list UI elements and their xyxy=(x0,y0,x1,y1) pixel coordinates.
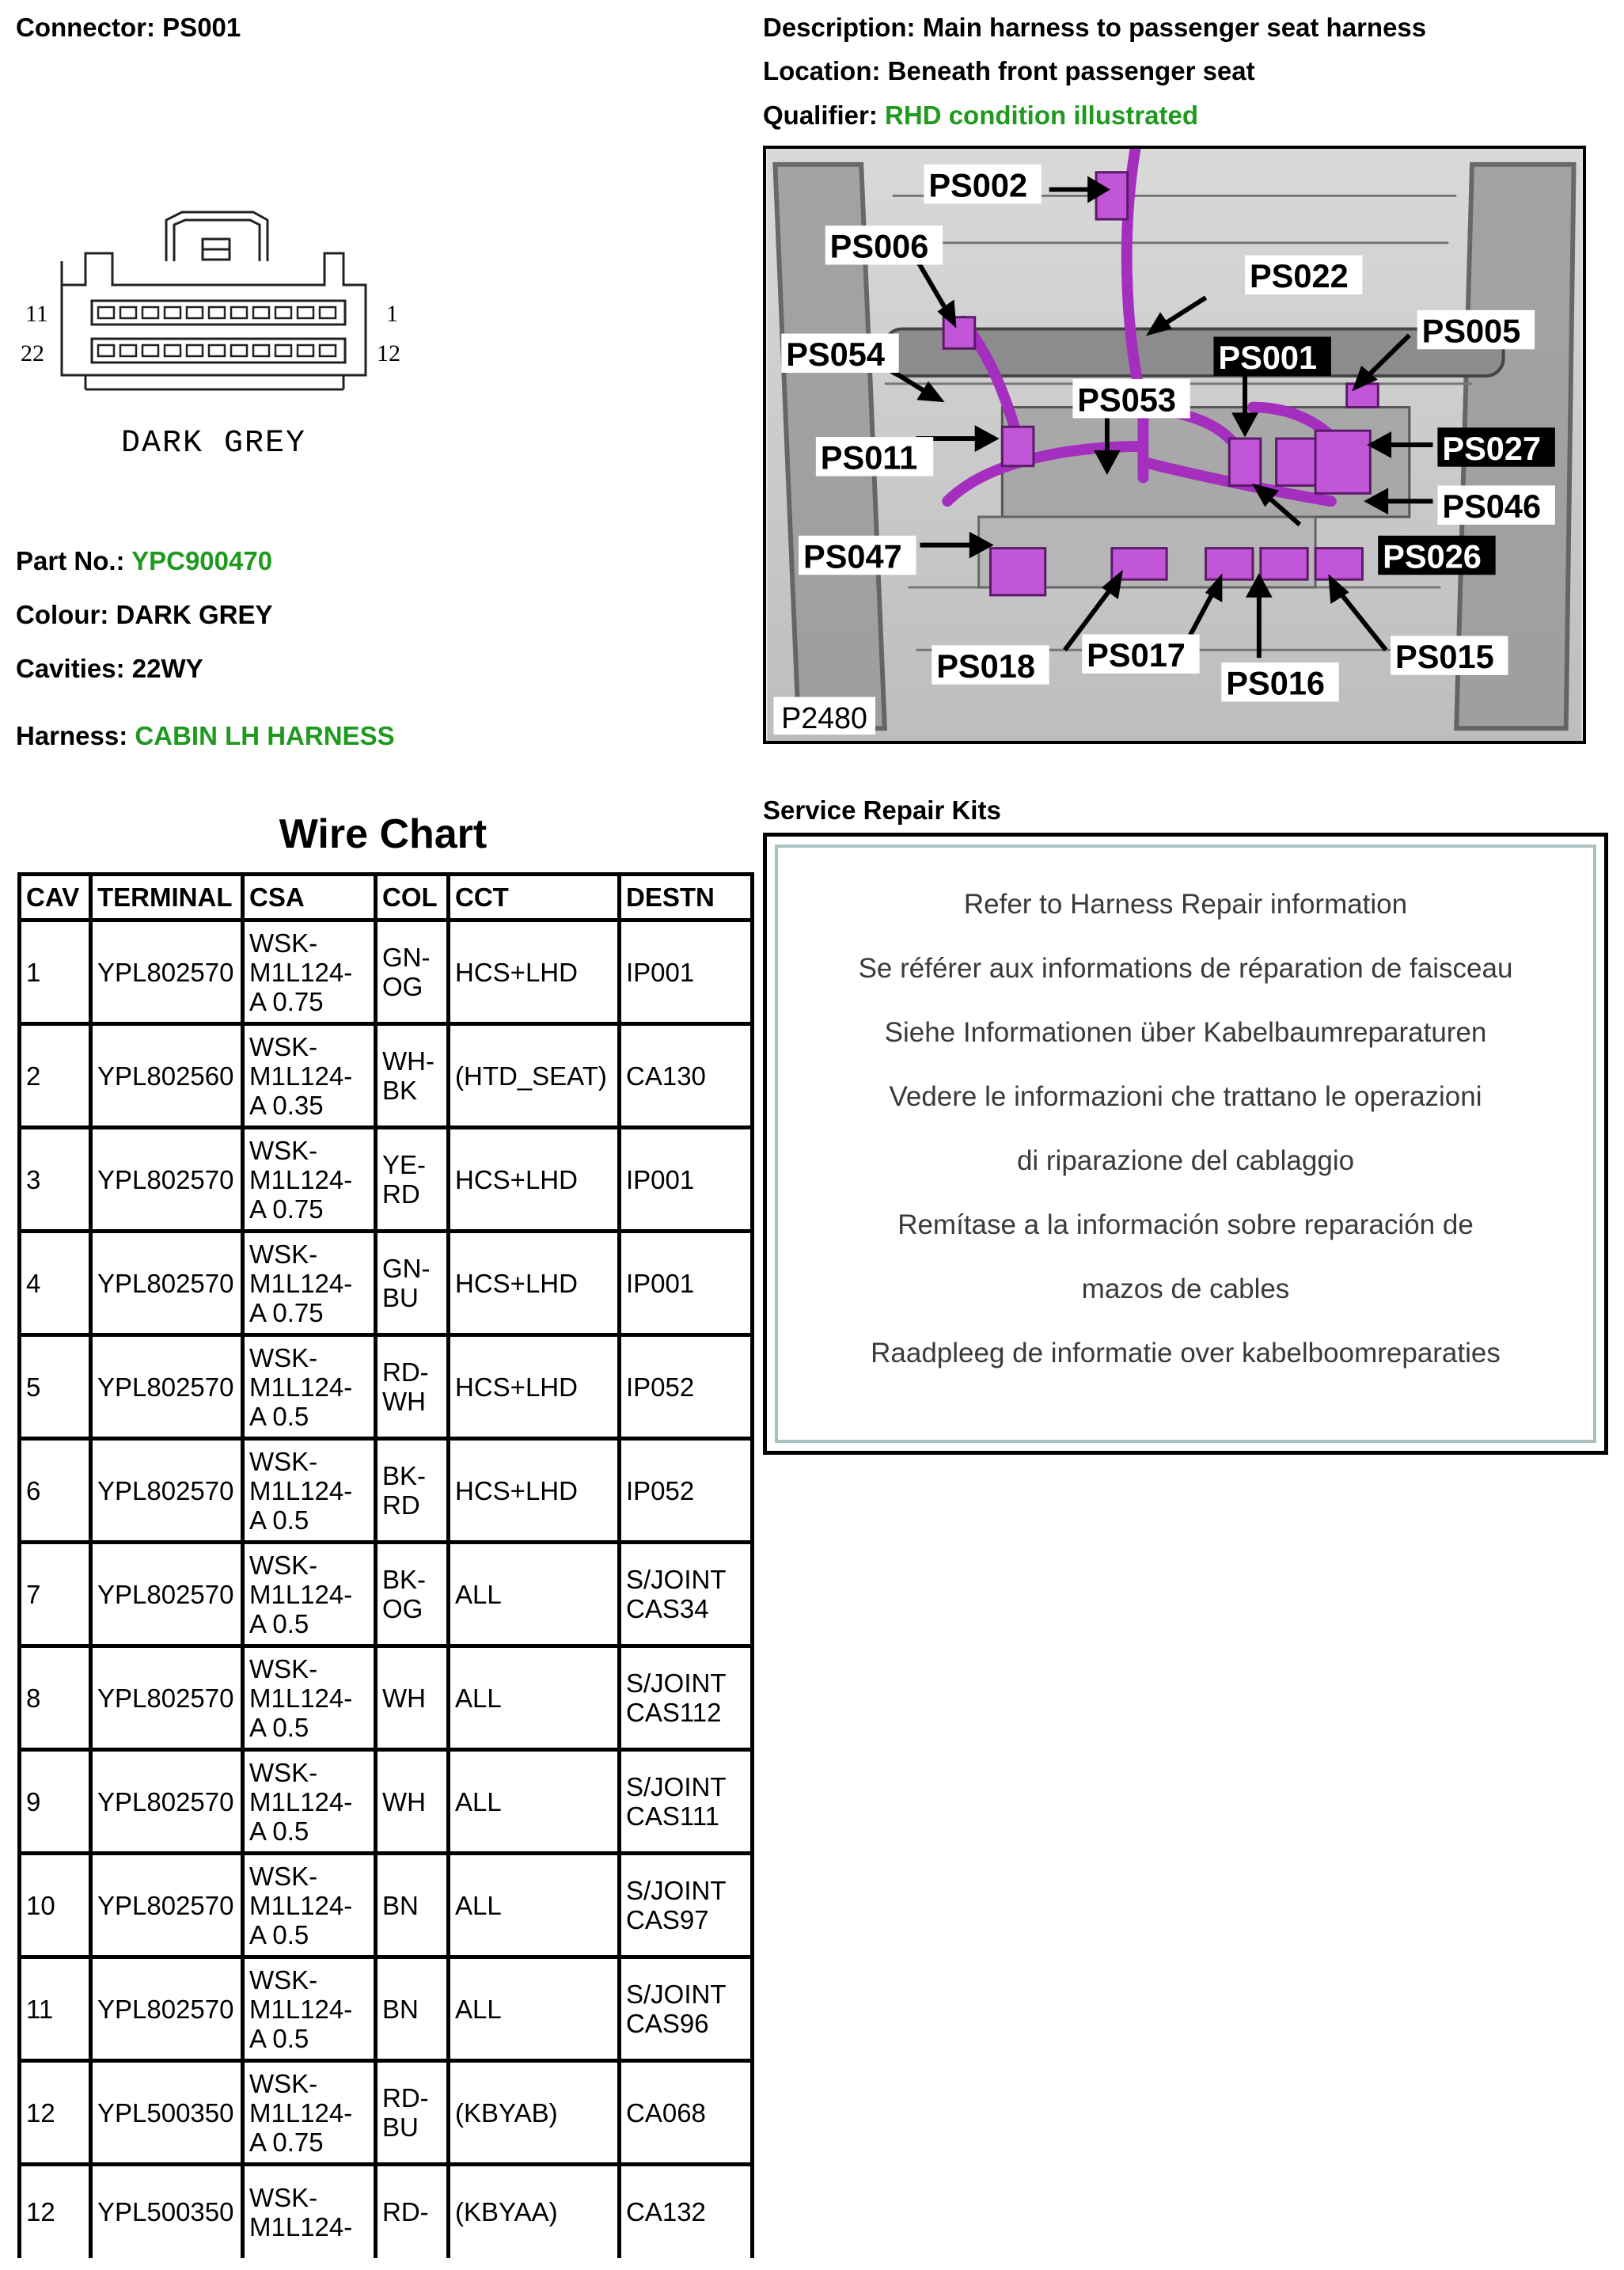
kit-line-nl: Raadpleeg de informatie over kabelboomreparaties xyxy=(871,1338,1501,1368)
callout-ps047: PS047 xyxy=(803,537,902,575)
cell-col: YE-RD xyxy=(376,1128,449,1232)
part-label: Part No.: xyxy=(16,546,125,575)
cell-cav: 5 xyxy=(20,1335,91,1439)
callout-ps022: PS022 xyxy=(1249,257,1349,295)
pin-label-12: 12 xyxy=(377,340,400,366)
cavity xyxy=(320,345,336,356)
cell-cct: (HTD_SEAT) xyxy=(449,1024,620,1128)
cell-cct: ALL xyxy=(449,1854,620,1957)
cell-csa: WSK-M1L124-A 0.5 xyxy=(243,1543,376,1646)
cell-col: WH-BK xyxy=(376,1024,449,1128)
cavity xyxy=(98,307,114,318)
cavity xyxy=(142,307,158,318)
cavity xyxy=(165,307,180,318)
cell-destn: S/JOINT CAS96 xyxy=(620,1957,753,2061)
description-value: Main harness to passenger seat harness xyxy=(922,13,1427,42)
cavity xyxy=(187,345,203,356)
cell-terminal: YPL802570 xyxy=(91,1232,243,1335)
wire-row xyxy=(20,1646,753,1750)
location xyxy=(763,56,1255,86)
cavity xyxy=(209,307,225,318)
cell-cct: ALL xyxy=(449,1646,620,1750)
cell-cct: HCS+LHD xyxy=(449,1335,620,1439)
cell-csa: WSK-M1L124-A 0.5 xyxy=(243,1957,376,2061)
cell-csa: WSK-M1L124-A 0.75 xyxy=(243,1232,376,1335)
pin-label-22: 22 xyxy=(21,340,44,366)
cell-cav: 10 xyxy=(20,1854,91,1957)
colour xyxy=(16,600,273,630)
service-kits-inner xyxy=(775,845,1596,1443)
cell-col: WH xyxy=(376,1750,449,1854)
kit-line-it-1: Vedere le informazioni che trattano le operazioni xyxy=(889,1081,1482,1112)
qualifier-value: RHD condition illustrated xyxy=(885,101,1199,130)
cell-csa: WSK-M1L124-A 0.5 xyxy=(243,1854,376,1957)
cell-csa: WSK-M1L124-A 0.5 xyxy=(243,1439,376,1543)
column-header-terminal: TERMINAL xyxy=(91,875,243,921)
cell-terminal: YPL802570 xyxy=(91,1439,243,1543)
callout-ps018: PS018 xyxy=(936,647,1035,685)
cell-terminal: YPL802570 xyxy=(91,1854,243,1957)
description xyxy=(763,13,1426,43)
cell-cav: 3 xyxy=(20,1128,91,1232)
wire-row xyxy=(20,1439,753,1543)
connector-value: PS001 xyxy=(162,13,241,42)
kit-line-es-1: Remítase a la información sobre reparación de xyxy=(897,1209,1474,1240)
wire-row xyxy=(20,1957,753,2061)
connector-label: Connector: xyxy=(16,13,155,42)
callout-ps026: PS026 xyxy=(1383,537,1482,575)
cell-destn: S/JOINT CAS111 xyxy=(620,1750,753,1854)
wire-row xyxy=(20,1854,753,1957)
wire-row xyxy=(20,1024,753,1128)
cell-cav: 9 xyxy=(20,1750,91,1854)
cell-destn: CA130 xyxy=(620,1024,753,1128)
cell-terminal: YPL802570 xyxy=(91,1957,243,2061)
harness xyxy=(16,721,395,751)
cell-destn: IP052 xyxy=(620,1439,753,1543)
harness-location-photo xyxy=(763,146,1586,744)
colour-value: DARK GREY xyxy=(116,600,273,629)
pin-label-1: 1 xyxy=(386,301,398,327)
cell-destn: CA068 xyxy=(620,2061,753,2165)
wire-row xyxy=(20,1543,753,1646)
part-value: YPC900470 xyxy=(131,546,273,575)
cavity xyxy=(231,345,247,356)
cell-terminal: YPL802570 xyxy=(91,1750,243,1854)
cavity xyxy=(231,307,247,318)
cavity xyxy=(98,345,114,356)
callout-ps002: PS002 xyxy=(928,166,1028,204)
cell-cav: 4 xyxy=(20,1232,91,1335)
cell-cav: 1 xyxy=(20,921,91,1024)
wire-row xyxy=(20,2165,753,2258)
cell-terminal: YPL802570 xyxy=(91,1646,243,1750)
cavity xyxy=(253,345,269,356)
cell-cct: ALL xyxy=(449,1543,620,1646)
callout-ps006: PS006 xyxy=(829,227,929,265)
column-header-cct: CCT xyxy=(449,875,620,921)
description-label: Description: xyxy=(763,13,916,42)
cavity xyxy=(298,307,313,318)
cavity xyxy=(187,307,203,318)
cell-terminal: YPL500350 xyxy=(91,2061,243,2165)
cell-cct: ALL xyxy=(449,1957,620,2061)
cell-cct: HCS+LHD xyxy=(449,1232,620,1335)
callout-ps017: PS017 xyxy=(1087,636,1186,674)
cell-destn: CA132 xyxy=(620,2165,753,2258)
cavity xyxy=(165,345,180,356)
cell-col: BN xyxy=(376,1957,449,2061)
cell-col: RD- xyxy=(376,2165,449,2258)
cell-cav: 12 xyxy=(20,2165,91,2258)
cavities xyxy=(16,654,203,684)
cell-terminal: YPL802570 xyxy=(91,1335,243,1439)
part-number xyxy=(16,546,272,576)
cell-col: BK-RD xyxy=(376,1439,449,1543)
callout-ps005: PS005 xyxy=(1421,312,1521,350)
cavity xyxy=(253,307,269,318)
location-value: Beneath front passenger seat xyxy=(887,56,1255,85)
cell-csa: WSK-M1L124-A 0.5 xyxy=(243,1646,376,1750)
callout-ps016: PS016 xyxy=(1226,664,1326,702)
cell-cct: HCS+LHD xyxy=(449,1128,620,1232)
cell-terminal: YPL500350 xyxy=(91,2165,243,2258)
cell-destn: IP001 xyxy=(620,1232,753,1335)
cell-cct: HCS+LHD xyxy=(449,921,620,1024)
wire-row xyxy=(20,1232,753,1335)
cavities-label: Cavities: xyxy=(16,654,125,683)
wire-row xyxy=(20,2061,753,2165)
cell-terminal: YPL802570 xyxy=(91,921,243,1024)
cell-csa: WSK-M1L124-A 0.75 xyxy=(243,2061,376,2165)
connector-face-diagram xyxy=(16,206,427,475)
wire-row xyxy=(20,921,753,1024)
cell-destn: IP001 xyxy=(620,921,753,1024)
cell-cav: 6 xyxy=(20,1439,91,1543)
location-label: Location: xyxy=(763,56,881,85)
cell-destn: S/JOINT CAS97 xyxy=(620,1854,753,1957)
cell-csa: WSK-M1L124-A 0.75 xyxy=(243,921,376,1024)
cell-csa: WSK-M1L124-A 0.35 xyxy=(243,1024,376,1128)
wire-chart-title: Wire Chart xyxy=(279,811,488,857)
figure-id: P2480 xyxy=(781,701,867,735)
cell-col: GN-OG xyxy=(376,921,449,1024)
cell-destn: IP052 xyxy=(620,1335,753,1439)
harness-value: CABIN LH HARNESS xyxy=(135,721,395,750)
service-kits-box xyxy=(763,833,1608,1455)
kit-line-fr: Se référer aux informations de réparation de faisceau xyxy=(858,953,1513,984)
callout-ps001: PS001 xyxy=(1218,339,1318,377)
cavity xyxy=(275,345,291,356)
cavity xyxy=(142,345,158,356)
cell-destn: S/JOINT CAS34 xyxy=(620,1543,753,1646)
cavity xyxy=(320,307,336,318)
cell-col: BK-OG xyxy=(376,1543,449,1646)
column-header-cav: CAV xyxy=(20,875,91,921)
wire-row xyxy=(20,1750,753,1854)
cell-terminal: YPL802570 xyxy=(91,1543,243,1646)
cell-col: BN xyxy=(376,1854,449,1957)
wire-row xyxy=(20,1128,753,1232)
cell-terminal: YPL802560 xyxy=(91,1024,243,1128)
qualifier-label: Qualifier: xyxy=(763,101,878,130)
connector-id xyxy=(16,13,241,43)
cell-col: GN-BU xyxy=(376,1232,449,1335)
column-header-destn: DESTN xyxy=(620,875,753,921)
cell-csa: WSK-M1L124-A 0.5 xyxy=(243,1335,376,1439)
column-header-csa: CSA xyxy=(243,875,376,921)
connector-colour-caption: DARK GREY xyxy=(120,426,307,461)
cell-cav: 7 xyxy=(20,1543,91,1646)
wire-chart-header-row xyxy=(20,875,753,921)
cell-col: RD-WH xyxy=(376,1335,449,1439)
cell-destn: S/JOINT CAS112 xyxy=(620,1646,753,1750)
callout-ps015: PS015 xyxy=(1395,637,1494,675)
kit-line-it-2: di riparazione del cablaggio xyxy=(1016,1145,1355,1176)
kit-line-es-2: mazos de cables xyxy=(1081,1274,1290,1304)
kit-line-en: Refer to Harness Repair information xyxy=(963,889,1408,920)
cell-csa: WSK-M1L124-A 0.75 xyxy=(243,1128,376,1232)
cell-cct: HCS+LHD xyxy=(449,1439,620,1543)
cell-col: RD-BU xyxy=(376,2061,449,2165)
callout-ps027: PS027 xyxy=(1442,429,1542,467)
cell-cct: ALL xyxy=(449,1750,620,1854)
wire-chart-table xyxy=(17,872,754,2258)
column-header-col: COL xyxy=(376,875,449,921)
kit-line-de: Siehe Informationen über Kabelbaumreparaturen xyxy=(884,1017,1487,1048)
cavities-value: 22WY xyxy=(131,654,203,683)
callout-ps046: PS046 xyxy=(1442,488,1542,526)
cell-cct: (KBYAB) xyxy=(449,2061,620,2165)
callout-ps054: PS054 xyxy=(786,336,885,374)
cell-cav: 8 xyxy=(20,1646,91,1750)
cell-destn: IP001 xyxy=(620,1128,753,1232)
service-kits-title: Service Repair Kits xyxy=(763,795,1001,825)
cell-cct: (KBYAA) xyxy=(449,2165,620,2258)
harness-label: Harness: xyxy=(16,721,128,750)
cell-cav: 12 xyxy=(20,2061,91,2165)
pin-label-11: 11 xyxy=(25,301,48,327)
cell-col: WH xyxy=(376,1646,449,1750)
cavity xyxy=(120,307,136,318)
cell-cav: 2 xyxy=(20,1024,91,1128)
wire-row xyxy=(20,1335,753,1439)
callout-ps053: PS053 xyxy=(1077,381,1177,419)
qualifier xyxy=(763,101,1198,131)
cavity xyxy=(120,345,136,356)
cell-terminal: YPL802570 xyxy=(91,1128,243,1232)
cell-cav: 11 xyxy=(20,1957,91,2061)
colour-label: Colour: xyxy=(16,600,109,629)
callout-ps011: PS011 xyxy=(820,438,918,476)
cavity xyxy=(209,345,225,356)
cell-csa: WSK-M1L124- xyxy=(243,2165,376,2258)
cavity xyxy=(275,307,291,318)
cell-csa: WSK-M1L124-A 0.5 xyxy=(243,1750,376,1854)
cavity xyxy=(298,345,313,356)
